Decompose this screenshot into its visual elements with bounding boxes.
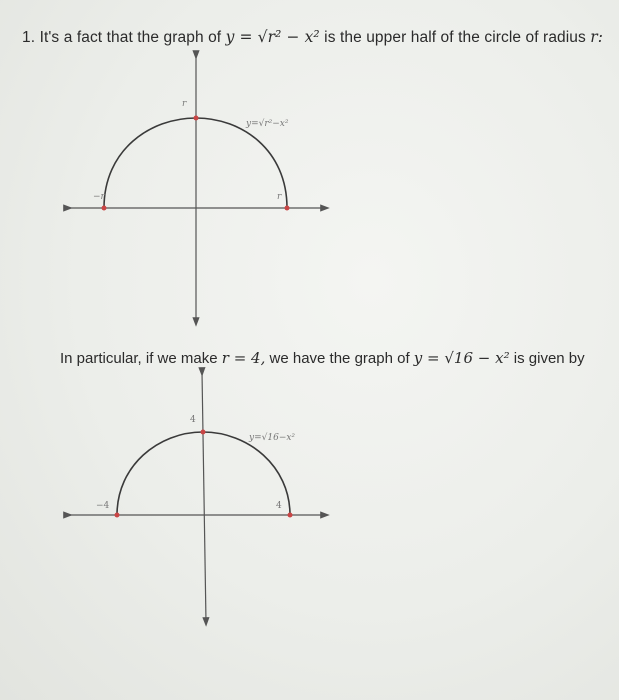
graph2-curve-label: y=√16−x² bbox=[249, 433, 296, 443]
graph2-y-intercept-label: 4 bbox=[190, 415, 196, 425]
point-y-intercept-2 bbox=[201, 430, 206, 435]
graph1-x-neg-label: −r bbox=[93, 192, 105, 202]
paragraph-text-before: In particular, if we make bbox=[60, 350, 218, 367]
graph-2 bbox=[68, 372, 325, 622]
graph1-x-pos-label: r bbox=[277, 192, 282, 202]
point-neg-4 bbox=[115, 513, 120, 518]
problem-number: 1. bbox=[22, 29, 36, 46]
problem-text-before: It's a fact that the graph of bbox=[39, 29, 222, 46]
paragraph-text-after: is given by bbox=[513, 350, 585, 367]
graph2-x-pos-label: 4 bbox=[276, 501, 282, 511]
point-neg-r bbox=[102, 206, 107, 211]
problem-equation: y = √r² − x² bbox=[225, 28, 320, 46]
graph-1 bbox=[68, 55, 325, 322]
graph2-x-neg-label: −4 bbox=[96, 501, 110, 511]
paragraph-particular-case bbox=[60, 349, 585, 367]
point-y-intercept-1 bbox=[194, 116, 199, 121]
paragraph-equation: y = √16 − x² bbox=[413, 349, 510, 367]
point-pos-4 bbox=[288, 513, 293, 518]
paragraph-text-middle: we have the graph of bbox=[269, 350, 410, 367]
graph1-curve-label: y=√r²−x² bbox=[246, 119, 289, 129]
problem-text-after: is the upper half of the circle of radius bbox=[324, 29, 586, 46]
graph1-y-intercept-label: r bbox=[182, 99, 187, 109]
point-pos-r bbox=[285, 206, 290, 211]
substitution: r = 4, bbox=[221, 349, 266, 367]
radius-symbol: r: bbox=[590, 28, 604, 46]
y-axis-2 bbox=[202, 372, 206, 622]
